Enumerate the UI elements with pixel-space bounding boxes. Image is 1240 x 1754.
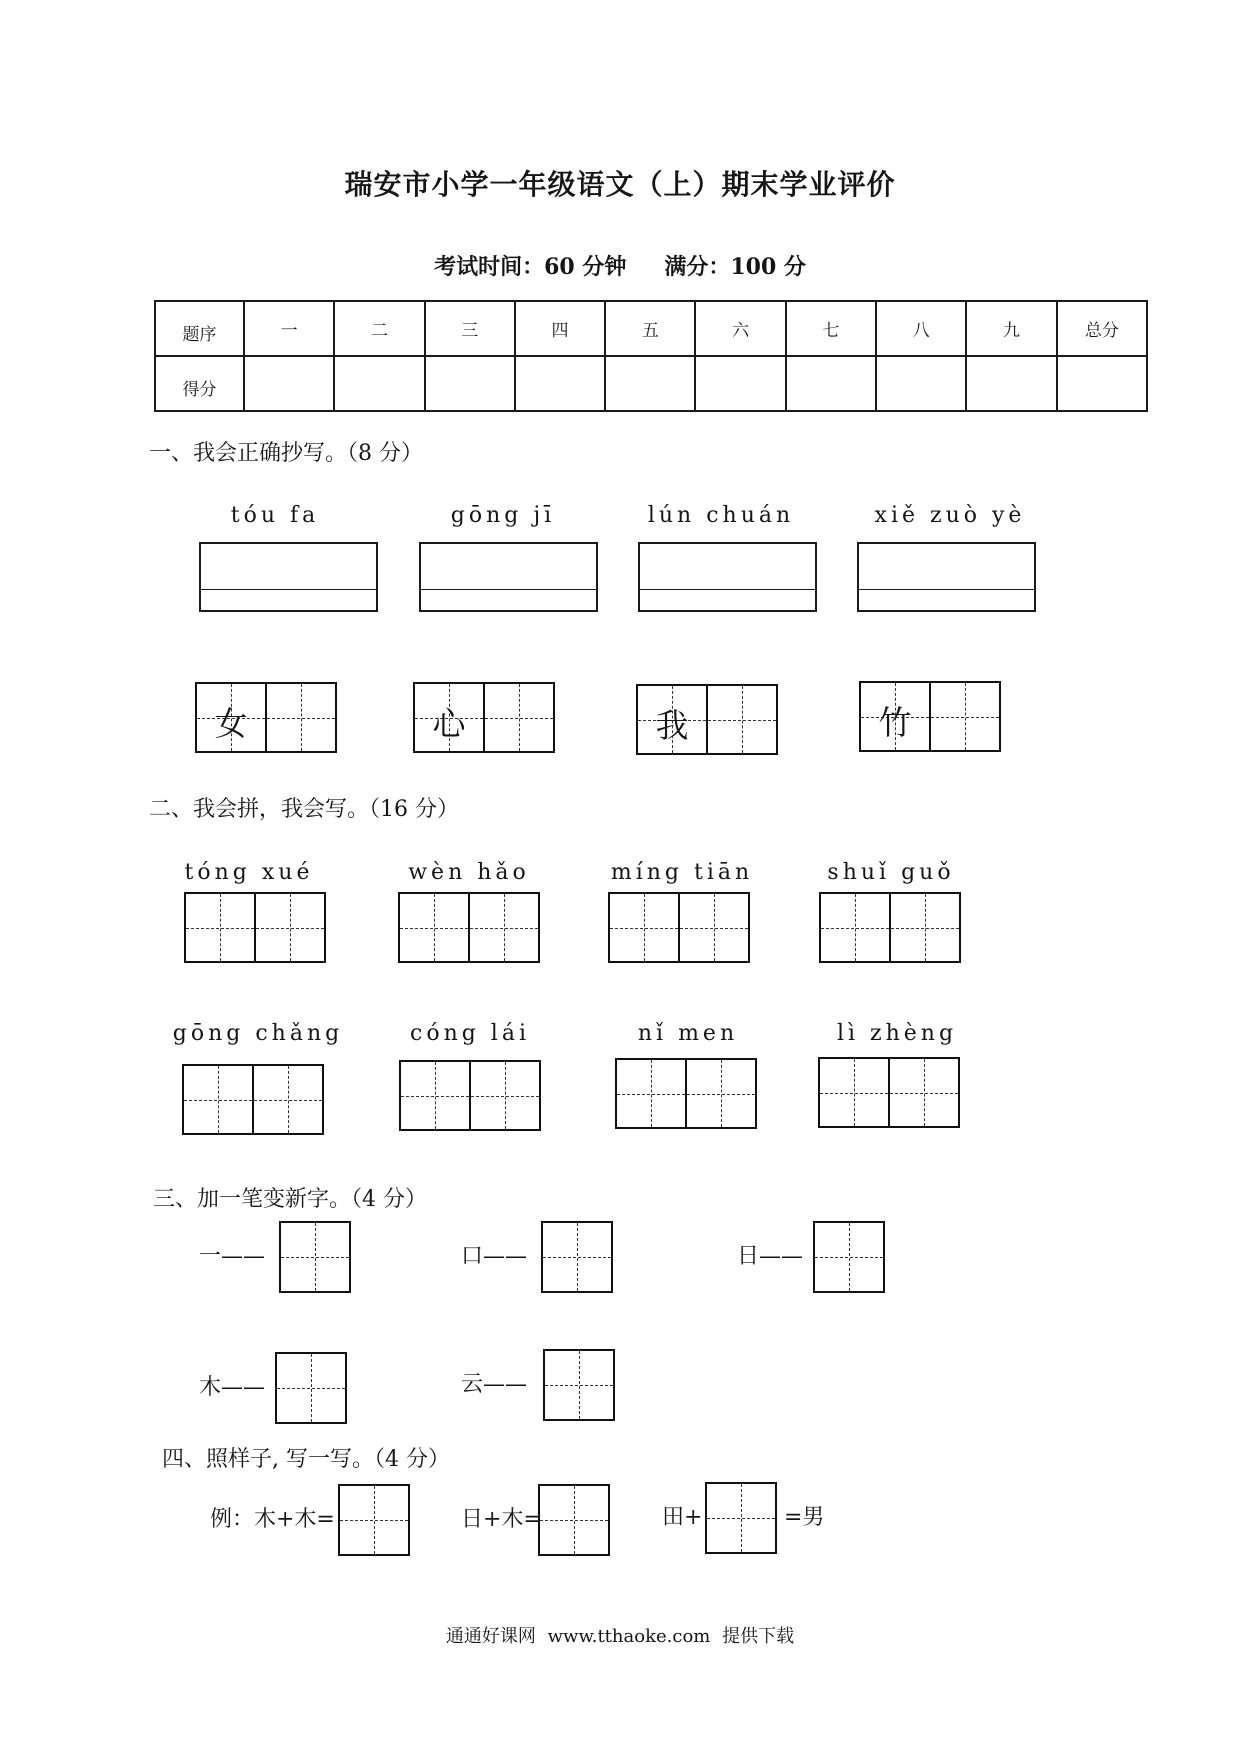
pinyin-label: tóu fa: [230, 503, 320, 528]
character-grid-pair: [818, 1057, 960, 1128]
score-table-cell: 三: [425, 301, 515, 356]
pinyin-writing-box: [199, 542, 378, 612]
pinyin-label: cóng lái: [410, 1021, 530, 1046]
pinyin-label: lún chuán: [647, 503, 795, 528]
tianzige-cell: [813, 1221, 885, 1293]
tianzige-cell: [338, 1484, 410, 1556]
tianzige-cell: [538, 1484, 610, 1556]
tianzige-cell: [705, 1482, 777, 1554]
model-character: 女: [214, 704, 248, 743]
score-table-header-row: [155, 301, 1147, 356]
equation-item: 日+木=: [461, 1507, 542, 1532]
equation-item-prefix: 田+: [662, 1505, 703, 1530]
equation-item-suffix: =男: [784, 1505, 825, 1530]
score-table: [154, 300, 1148, 412]
tianzige-cell: [636, 684, 708, 755]
score-table-blank-cell: [425, 356, 515, 411]
tianzige-cell: [859, 681, 931, 752]
tianzige-cell: [819, 892, 891, 963]
tianzige-cell: [608, 892, 680, 963]
score-table-cell: 九: [966, 301, 1056, 356]
tianzige-cell: [252, 1064, 324, 1135]
exam-time: 考试时间：60 分钟: [434, 254, 627, 280]
tianzige-cell: [685, 1058, 757, 1129]
tianzige-cell: [265, 682, 337, 753]
tianzige-cell: [469, 1060, 541, 1131]
character-grid-pair: [608, 892, 750, 963]
character-grid-pair: [615, 1058, 757, 1129]
section-2-heading: 二、我会拼，我会写。（16 分）: [149, 797, 459, 822]
score-table-cell: 七: [786, 301, 876, 356]
score-table-blank-cell: [695, 356, 785, 411]
score-table-cell: 八: [876, 301, 966, 356]
character-grid-pair: [859, 681, 1001, 752]
pinyin-writing-box: [857, 542, 1036, 612]
character-grid-pair: [182, 1064, 324, 1135]
tianzige-cell: [195, 682, 267, 753]
tianzige-cell: [818, 1057, 890, 1128]
score-table-blank-cell: [605, 356, 695, 411]
pinyin-label: tóng xué: [184, 860, 314, 885]
tianzige-cell: [889, 892, 961, 963]
section-1-heading: 一、我会正确抄写。（8 分）: [149, 441, 423, 466]
character-grid-pair: [399, 1060, 541, 1131]
character-grid-pair: [636, 684, 778, 755]
tianzige-cell: [483, 682, 555, 753]
exam-info: [0, 250, 1240, 281]
score-table-cell: 六: [695, 301, 785, 356]
tianzige-cell: [706, 684, 778, 755]
score-table-score-row: [155, 356, 1147, 411]
pinyin-label: shuǐ guǒ: [827, 860, 955, 885]
tianzige-cell: [678, 892, 750, 963]
add-stroke-item: 日——: [737, 1244, 804, 1269]
tianzige-cell: [279, 1221, 351, 1293]
section-4-heading: 四、照样子, 写一写。（4 分）: [162, 1447, 450, 1472]
example-equation: 例：木+木=: [210, 1507, 335, 1532]
score-table-cell: 二: [334, 301, 424, 356]
score-table-cell: 四: [515, 301, 605, 356]
score-table-cell: 得分: [155, 356, 244, 411]
character-grid-pair: [819, 892, 961, 963]
add-stroke-item: 一——: [199, 1244, 266, 1269]
section-3-heading: 三、加一笔变新字。（4 分）: [153, 1187, 427, 1212]
tianzige-cell: [543, 1349, 615, 1421]
score-table-blank-cell: [1057, 356, 1147, 411]
score-table-blank-cell: [244, 356, 334, 411]
tianzige-cell: [275, 1352, 347, 1424]
character-grid-pair: [184, 892, 326, 963]
score-table-blank-cell: [876, 356, 966, 411]
pinyin-writing-box: [638, 542, 817, 612]
pinyin-label: nǐ men: [637, 1021, 739, 1046]
tianzige-cell: [888, 1057, 960, 1128]
pinyin-writing-box: [419, 542, 598, 612]
tianzige-cell: [615, 1058, 687, 1129]
full-score: 满分：100 分: [664, 254, 806, 280]
page-footer: 通通好课网 www.tthaoke.com 提供下载: [445, 1626, 795, 1647]
pinyin-label: gōng chǎng: [172, 1021, 344, 1046]
pinyin-label: míng tiān: [610, 860, 754, 885]
character-grid-pair: [398, 892, 540, 963]
add-stroke-item: 云——: [461, 1372, 528, 1397]
tianzige-cell: [184, 892, 256, 963]
add-stroke-item: 木——: [199, 1375, 266, 1400]
tianzige-cell: [468, 892, 540, 963]
tianzige-cell: [399, 1060, 471, 1131]
character-grid-pair: [195, 682, 337, 753]
score-table-blank-cell: [334, 356, 424, 411]
score-table-cell: 题序: [155, 301, 244, 356]
tianzige-cell: [413, 682, 485, 753]
model-character: 我: [655, 706, 689, 745]
pinyin-label: gōng jī: [450, 503, 556, 528]
tianzige-cell: [254, 892, 326, 963]
page-title: 瑞安市小学一年级语文（上）期末学业评价: [344, 168, 896, 201]
score-table-cell: 五: [605, 301, 695, 356]
pinyin-label: xiě zuò yè: [874, 503, 1026, 528]
pinyin-label: lì zhèng: [836, 1021, 958, 1046]
score-table-cell: 总分: [1057, 301, 1147, 356]
add-stroke-item: 口——: [461, 1244, 528, 1269]
character-grid-pair: [413, 682, 555, 753]
score-table-blank-cell: [786, 356, 876, 411]
tianzige-cell: [398, 892, 470, 963]
score-table-blank-cell: [966, 356, 1056, 411]
pinyin-label: wèn hǎo: [408, 860, 530, 885]
model-character: 竹: [878, 703, 912, 742]
model-character: 心: [432, 704, 466, 743]
tianzige-cell: [182, 1064, 254, 1135]
score-table-cell: 一: [244, 301, 334, 356]
tianzige-cell: [541, 1221, 613, 1293]
tianzige-cell: [929, 681, 1001, 752]
score-table-blank-cell: [515, 356, 605, 411]
